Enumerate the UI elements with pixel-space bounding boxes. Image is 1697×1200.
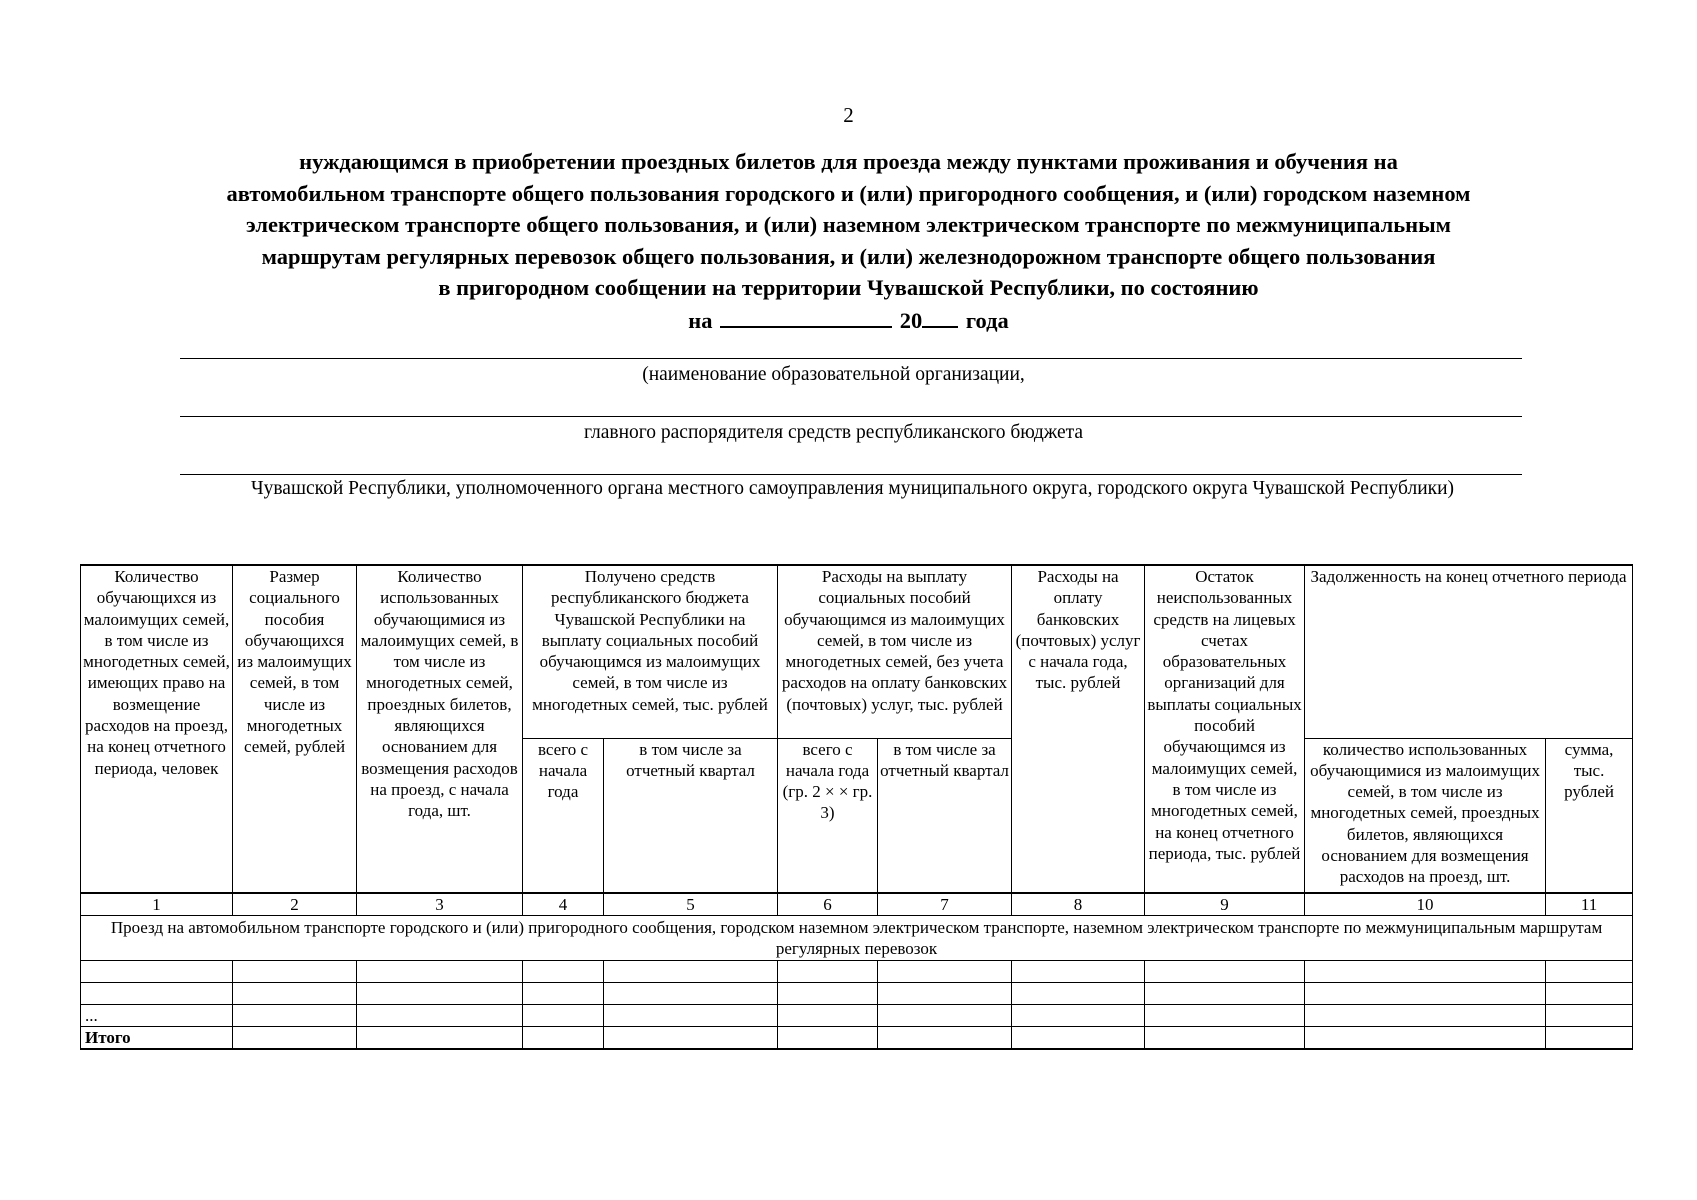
table-cell bbox=[1305, 982, 1546, 1004]
table-cell bbox=[233, 1026, 357, 1049]
table-cell bbox=[1012, 1004, 1145, 1026]
table-cell bbox=[1145, 1004, 1305, 1026]
column-number: 1 bbox=[81, 893, 233, 916]
table-cell bbox=[878, 982, 1012, 1004]
table-cell bbox=[1145, 982, 1305, 1004]
table-cell bbox=[878, 1026, 1012, 1049]
table-cell bbox=[233, 960, 357, 982]
table-cell bbox=[523, 1026, 604, 1049]
table-cell bbox=[357, 1004, 523, 1026]
header-col2: Размер социального пособия обучающихся из малоимущих семей, в том числе из многодетных семей, рублей bbox=[233, 565, 357, 893]
table-cell bbox=[1546, 982, 1633, 1004]
header-col1: Количество обучающихся из малоимущих семей, в том числе из многодетных семей, имеющих право на возмещение расходов на проезд, на конец отчетного периода, человек bbox=[81, 565, 233, 893]
header-col11: сумма, тыс. рублей bbox=[1546, 738, 1633, 893]
table-cell bbox=[81, 960, 233, 982]
table-cell bbox=[604, 960, 778, 982]
table-row bbox=[81, 960, 1633, 982]
date-year: 20 bbox=[899, 307, 923, 333]
caption-organization: (наименование образовательной организации, bbox=[642, 364, 1025, 385]
column-number: 11 bbox=[1546, 893, 1633, 916]
table-cell bbox=[1546, 960, 1633, 982]
table-cell bbox=[778, 1004, 878, 1026]
header-group-expenses: Расходы на выплату социальных пособий обучающимся из малоимущих семей, в том числе из многодетных семей, без учета расходов на оплату банковских (почтовых) услуг, тыс. рублей bbox=[778, 565, 1012, 738]
title-date-line bbox=[60, 304, 1637, 337]
title-line: электрическом транспорте общего пользования, и (или) наземном электрическом транспорте по межмуниципальным bbox=[246, 212, 1451, 237]
caption-budget-manager: главного распорядителя средств республиканского бюджета bbox=[583, 422, 1084, 443]
header-col10: количество использованных обучающимися из малоимущих семей, в том числе из многодетных семей, проездных билетов, являющихся основанием для возмещения расходов на проезд, шт. bbox=[1305, 738, 1546, 893]
header-col4: всего с начала года bbox=[523, 738, 604, 893]
header-col5: в том числе за отчетный квартал bbox=[604, 738, 778, 893]
table-cell bbox=[778, 982, 878, 1004]
title-line: автомобильном транспорте общего пользования городского и (или) пригородного сообщения, и (или) городском наземном bbox=[226, 180, 1471, 206]
page-number: 2 bbox=[843, 103, 854, 127]
caption-authority: Чувашской Республики, уполномоченного органа местного самоуправления муниципального округа, городского округа Чувашской Республики) bbox=[250, 478, 1455, 499]
table-cell bbox=[878, 960, 1012, 982]
table-cell bbox=[604, 1026, 778, 1049]
column-number: 3 bbox=[357, 893, 523, 916]
table-cell bbox=[1305, 1004, 1546, 1026]
table-row bbox=[81, 1004, 1633, 1026]
table-cell bbox=[357, 982, 523, 1004]
total-label: Итого bbox=[81, 1026, 233, 1049]
header-group-debt: Задолженность на конец отчетного периода bbox=[1305, 565, 1633, 738]
column-number: 2 bbox=[233, 893, 357, 916]
year-blank bbox=[922, 304, 958, 328]
column-number: 7 bbox=[878, 893, 1012, 916]
header-col8: Расходы на оплату банковских (почтовых) услуг с начала года, тыс. рублей bbox=[1012, 565, 1145, 893]
header-group-received: Получено средств республиканского бюджета Чувашской Республики на выплату социальных пособий обучающимся из малоимущих семей, в том числе из многодетных семей, тыс. рублей bbox=[523, 565, 778, 738]
table-cell bbox=[357, 960, 523, 982]
column-number: 9 bbox=[1145, 893, 1305, 916]
table-cell bbox=[81, 982, 233, 1004]
table-cell bbox=[878, 1004, 1012, 1026]
fill-line-budget-manager bbox=[180, 416, 1522, 417]
title-line: маршрутам регулярных перевозок общего пользования, и (или) железнодорожном транспорте общего пользования bbox=[261, 243, 1436, 269]
document-title bbox=[60, 146, 1637, 336]
total-row bbox=[81, 1026, 1633, 1049]
date-suffix: года bbox=[965, 307, 1009, 333]
header-col7: в том числе за отчетный квартал bbox=[878, 738, 1012, 893]
column-number: 4 bbox=[523, 893, 604, 916]
table-cell bbox=[523, 1004, 604, 1026]
ellipsis-label: ... bbox=[81, 1004, 233, 1026]
section-title: Проезд на автомобильном транспорте городского и (или) пригородного сообщения, городском наземном электрическом транспорте, наземном электрическом транспорте по межмуниципальным маршрутам регулярных перевозок bbox=[81, 916, 1633, 961]
title-line: в пригородном сообщении на территории Чувашской Республики, по состоянию bbox=[438, 275, 1259, 300]
date-prefix: на bbox=[688, 307, 713, 333]
title-line: нуждающимся в приобретении проездных билетов для проезда между пунктами проживания и обучения на bbox=[299, 149, 1398, 174]
header-col9: Остаток неиспользованных средств на лицевых счетах образовательных организаций для выплаты социальных пособий обучающимся из малоимущих семей, в том числе из многодетных семей, на конец отчетного периода, тыс. рублей bbox=[1145, 565, 1305, 893]
table-cell bbox=[1145, 960, 1305, 982]
table-cell bbox=[1012, 1026, 1145, 1049]
header-col3: Количество использованных обучающимися из малоимущих семей, в том числе из многодетных семей, проездных билетов, являющихся основанием для возмещения расходов на проезд, с начала года, шт. bbox=[357, 565, 523, 893]
table-cell bbox=[233, 982, 357, 1004]
table-cell bbox=[1012, 960, 1145, 982]
table-cell bbox=[523, 982, 604, 1004]
table-cell bbox=[604, 1004, 778, 1026]
column-number: 10 bbox=[1305, 893, 1546, 916]
column-number: 8 bbox=[1012, 893, 1145, 916]
column-number: 6 bbox=[778, 893, 878, 916]
table-row bbox=[81, 982, 1633, 1004]
fill-line-authority bbox=[180, 474, 1522, 475]
table-cell bbox=[778, 960, 878, 982]
table-cell bbox=[778, 1026, 878, 1049]
date-blank bbox=[720, 304, 892, 328]
table-cell bbox=[1012, 982, 1145, 1004]
table-cell bbox=[1546, 1004, 1633, 1026]
table-cell bbox=[1546, 1026, 1633, 1049]
table-cell bbox=[357, 1026, 523, 1049]
table-cell bbox=[1305, 960, 1546, 982]
table-cell bbox=[1145, 1026, 1305, 1049]
header-col6: всего с начала года (гр. 2 × × гр. 3) bbox=[778, 738, 878, 893]
fill-line-organization bbox=[180, 358, 1522, 359]
table-cell bbox=[523, 960, 604, 982]
table-cell bbox=[604, 982, 778, 1004]
column-number: 5 bbox=[604, 893, 778, 916]
table-cell bbox=[233, 1004, 357, 1026]
report-table bbox=[80, 564, 1633, 1050]
table-cell bbox=[1305, 1026, 1546, 1049]
